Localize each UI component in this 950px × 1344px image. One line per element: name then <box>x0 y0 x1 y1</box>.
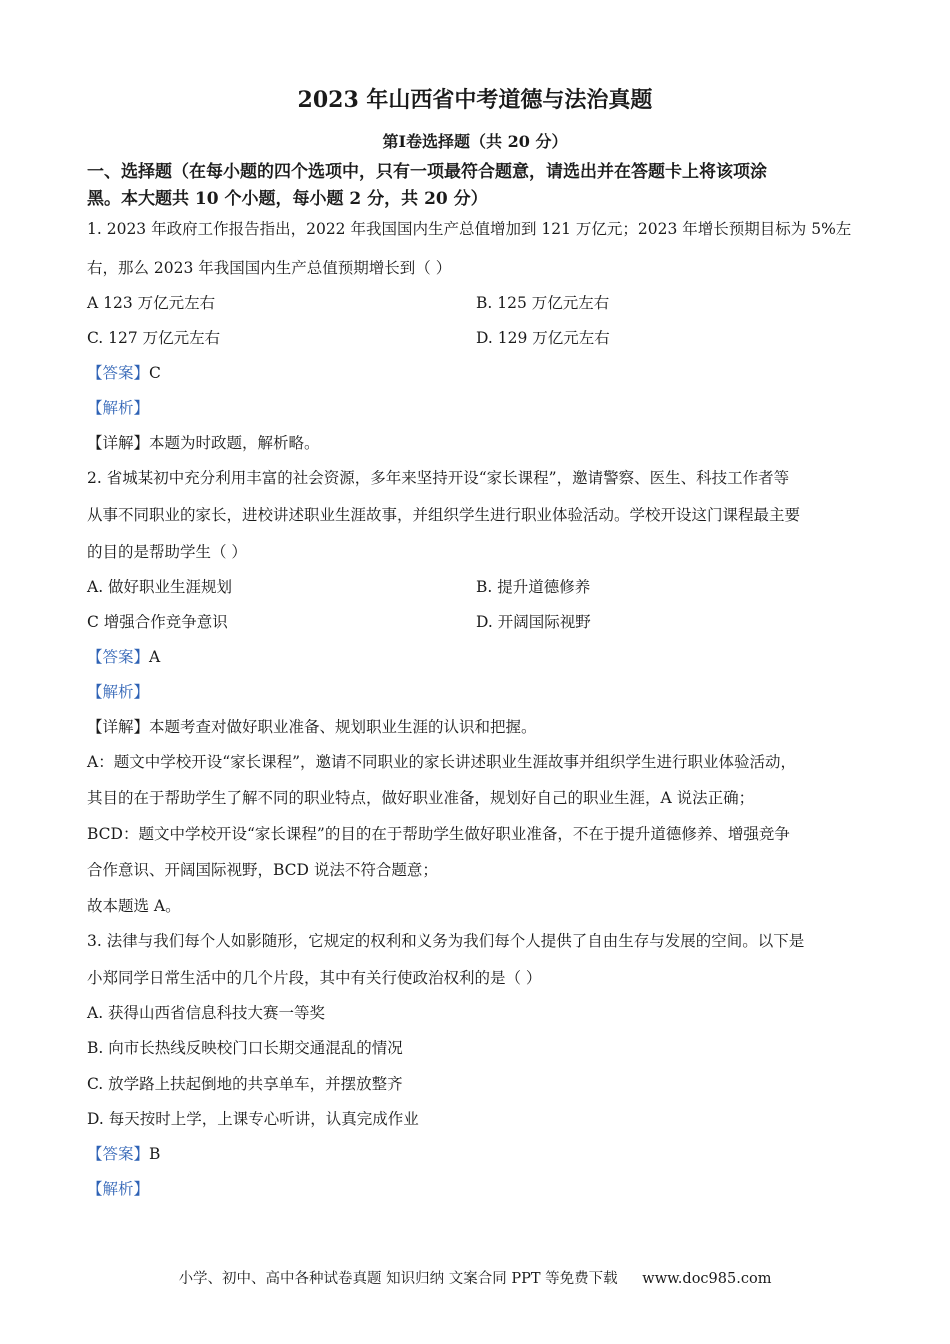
q2-explanation-line5: 故本题选 A。 <box>87 897 181 915</box>
q2-option-d: D. 开阔国际视野 <box>476 613 591 631</box>
q1-stem-line2: 右，那么 2023 年我国国内生产总值预期增长到（ ） <box>87 259 452 277</box>
q3-stem-line1: 3. 法律与我们每个人如影随形，它规定的权利和义务为我们每个人提供了自由生存与发展的空间。以下是 <box>87 932 805 950</box>
footer-text: 小学、初中、高中各种试卷真题 知识归纳 文案合同 PPT 等免费下载 <box>178 1271 618 1287</box>
q1-option-d: D. 129 万亿元左右 <box>476 329 610 347</box>
q1-option-b: B. 125 万亿元左右 <box>476 294 610 312</box>
q3-option-b: B. 向市长热线反映校门口长期交通混乱的情况 <box>87 1039 403 1057</box>
detail-label: 【详解】 <box>87 718 150 736</box>
q2-stem-line2: 从事不同职业的家长，进校讲述职业生涯故事，并组织学生进行职业体验活动。学校开设这门课程最主要 <box>87 506 801 524</box>
answer-label: 【答案】 <box>87 364 150 382</box>
answer-label: 【答案】 <box>87 648 150 666</box>
q2-option-c: C 增强合作竞争意识 <box>87 613 228 631</box>
q1-answer <box>87 363 161 383</box>
q3-analysis-label: 【解析】 <box>87 1180 150 1198</box>
q1-detail <box>87 433 320 453</box>
q1-option-a: A 123 万亿元左右 <box>87 294 216 312</box>
part-subtitle: 第Ⅰ卷选择题（共 20 分） <box>382 132 568 151</box>
q3-answer <box>87 1144 160 1164</box>
q2-detail <box>87 717 537 737</box>
footer-url-link[interactable]: www.doc985.com <box>642 1271 772 1287</box>
q2-explanation-line3: BCD：题文中学校开设“家长课程”的目的在于帮助学生做好职业准备，不在于提升道德修养、增强竞争 <box>87 825 790 843</box>
detail-label: 【详解】 <box>87 434 150 452</box>
q1-option-c: C. 127 万亿元左右 <box>87 329 221 347</box>
q2-stem-line1: 2. 省城某初中充分利用丰富的社会资源，多年来坚持开设“家长课程”，邀请警察、医生、科技工作者等 <box>87 469 790 487</box>
q3-answer-value: B <box>149 1145 161 1163</box>
q1-answer-value: C <box>149 364 161 382</box>
page-title: 2023 年山西省中考道德与法治真题 <box>297 87 653 113</box>
q2-analysis-label: 【解析】 <box>87 683 150 701</box>
q2-detail-text: 本题考查对做好职业准备、规划职业生涯的认识和把握。 <box>149 718 537 736</box>
q2-explanation-line2: 其目的在于帮助学生了解不同的职业特点，做好职业准备，规划好自己的职业生涯，A 说法正确； <box>87 789 755 807</box>
q1-stem-line1: 1. 2023 年政府工作报告指出，2022 年我国国内生产总值增加到 121 万亿元；2023 年增长预期目标为 5%左 <box>87 220 852 238</box>
q2-explanation-line4: 合作意识、开阔国际视野，BCD 说法不符合题意； <box>87 861 438 879</box>
q2-explanation-line1: A：题文中学校开设“家长课程”，邀请不同职业的家长讲述职业生涯故事并组织学生进行职业体验活动， <box>87 753 797 771</box>
q3-option-c: C. 放学路上扶起倒地的共享单车，并摆放整齐 <box>87 1075 403 1093</box>
q2-stem-line3: 的目的是帮助学生（ ） <box>87 543 247 561</box>
answer-label: 【答案】 <box>87 1145 150 1163</box>
q2-answer-value: A <box>149 648 161 666</box>
page-footer <box>0 1270 950 1288</box>
q1-analysis-label: 【解析】 <box>87 399 150 417</box>
q1-detail-text: 本题为时政题，解析略。 <box>149 434 320 452</box>
q3-stem-line2: 小郑同学日常生活中的几个片段，其中有关行使政治权利的是（ ） <box>87 969 542 987</box>
q2-option-b: B. 提升道德修养 <box>476 578 591 596</box>
section-heading-line2: 黑。本大题共 10 个小题，每小题 2 分，共 20 分） <box>87 189 488 209</box>
q3-option-d: D. 每天按时上学，上课专心听讲，认真完成作业 <box>87 1110 419 1128</box>
q3-option-a: A. 获得山西省信息科技大赛一等奖 <box>87 1004 326 1022</box>
q2-option-a: A. 做好职业生涯规划 <box>87 578 233 596</box>
q2-answer <box>87 647 160 667</box>
section-heading-line1: 一、选择题（在每小题的四个选项中，只有一项最符合题意，请选出并在答题卡上将该项涂 <box>87 162 767 182</box>
